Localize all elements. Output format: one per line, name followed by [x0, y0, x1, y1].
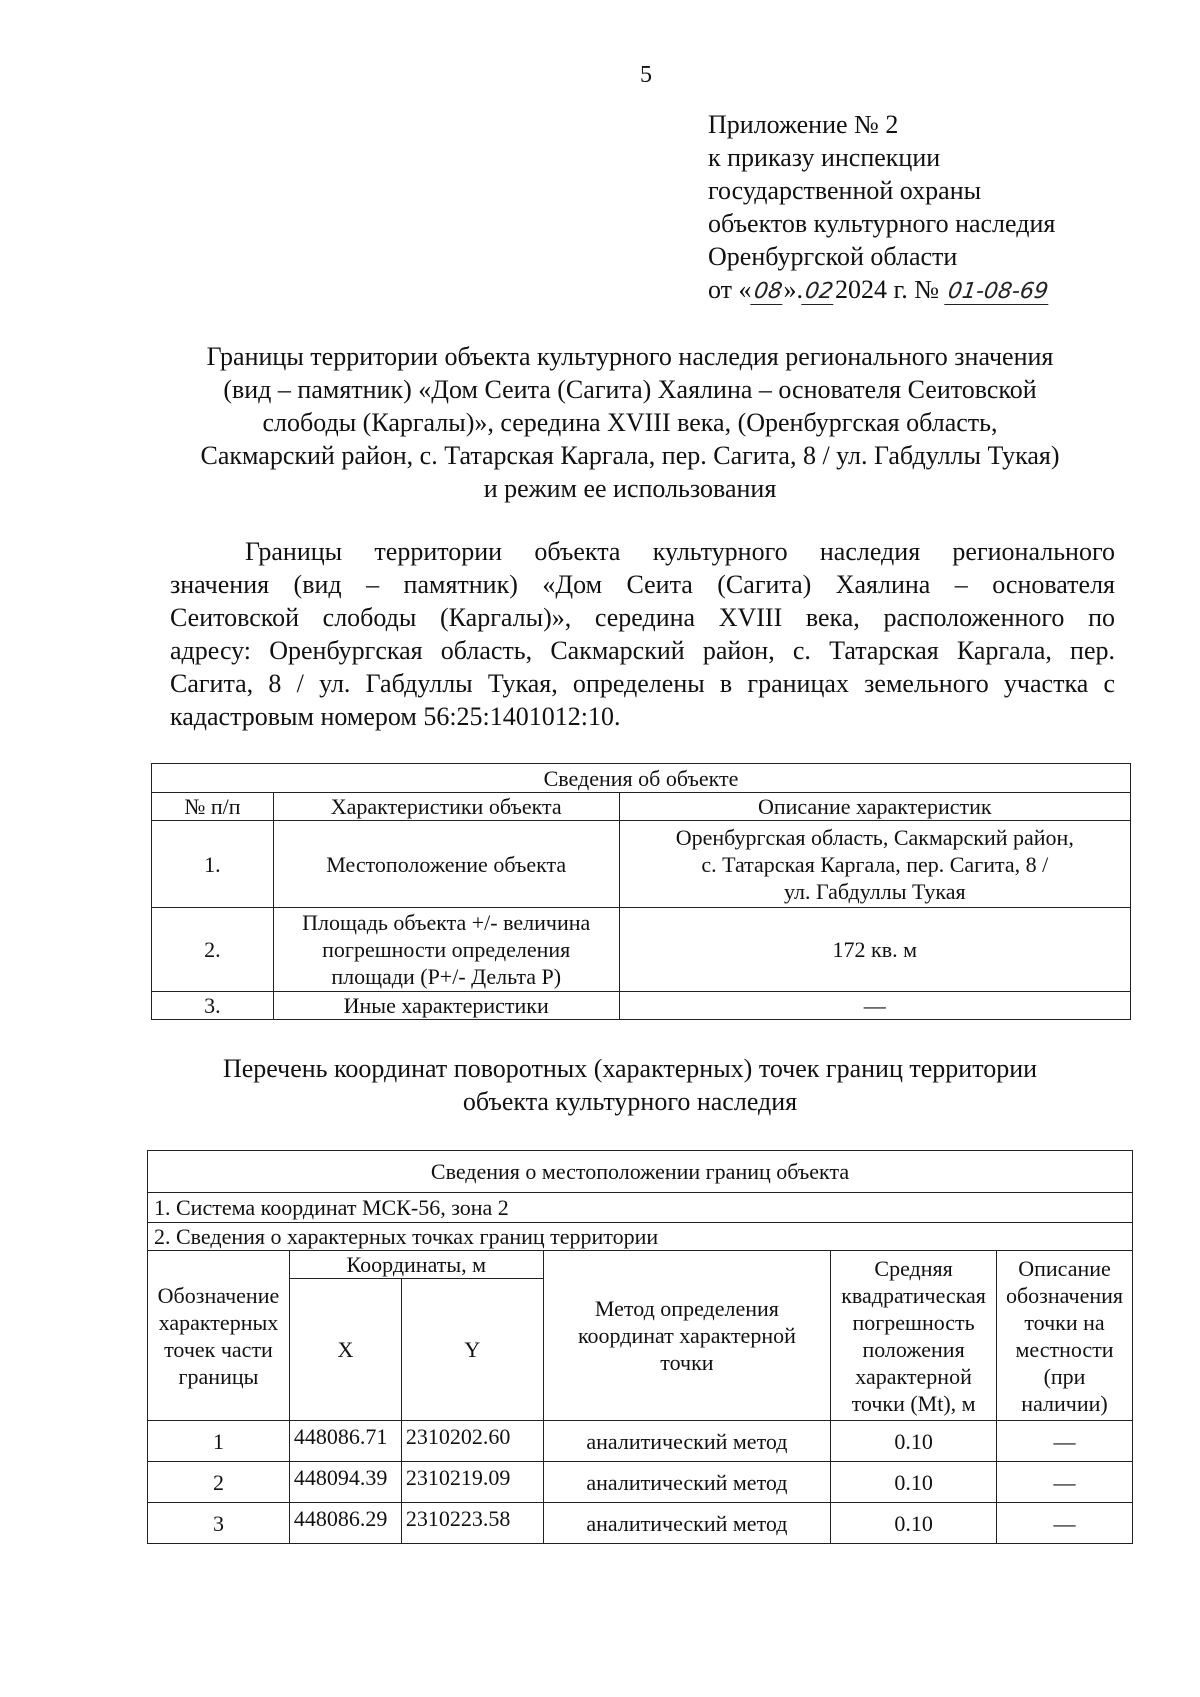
header-method	[543, 1251, 830, 1421]
header-line: характерных	[158, 1309, 279, 1335]
point-error: 0.10	[831, 1462, 997, 1503]
point-method: аналитический метод	[543, 1421, 830, 1462]
header-line: Метод определения	[594, 1296, 779, 1321]
row-number: 3.	[152, 992, 274, 1020]
row-characteristic	[273, 908, 619, 992]
description-line: с. Татарская Каргала, пер. Сагита, 8 /	[701, 851, 1049, 877]
point-x: 448086.71	[289, 1421, 401, 1462]
handwritten-order-number: 01-08-69	[944, 280, 1051, 305]
table-row	[152, 908, 1131, 992]
header-line: характерной	[855, 1363, 972, 1389]
handwritten-month: 02	[801, 280, 837, 305]
header-line: точки на	[1024, 1309, 1105, 1335]
appendix-line: к приказу инспекции	[708, 143, 941, 172]
date-prefix: от «	[708, 275, 752, 304]
characteristic-line: Площадь объекта +/- величина	[302, 910, 591, 935]
body-paragraph	[170, 535, 1115, 733]
document-title	[150, 340, 1110, 505]
header-line: Описание	[1018, 1255, 1111, 1281]
header-line: положения	[862, 1336, 965, 1362]
point-number: 2	[148, 1462, 290, 1503]
title-line: и режим ее использования	[483, 474, 777, 503]
subtitle-line: объекта культурного наследия	[462, 1087, 798, 1116]
header-line: точки (Mt), м	[851, 1390, 976, 1416]
point-description: —	[997, 1462, 1133, 1503]
header-number: № п/п	[152, 793, 274, 821]
header-coordinates: Координаты, м	[289, 1251, 543, 1279]
paragraph-line: Сагита, 8 / ул. Габдуллы Тукая, определены в границах земельного участка с	[170, 669, 1115, 698]
point-y: 2310202.60	[401, 1421, 543, 1462]
header-description: Описание характеристик	[619, 793, 1130, 821]
header-line: точек части	[164, 1336, 273, 1362]
coordinate-system: 1. Система координат МСК-56, зона 2	[148, 1193, 1133, 1223]
paragraph-line: Сеитовской слободы (Каргалы)», середина XVIII века, расположенного по	[170, 603, 1115, 632]
subtitle-line: Перечень координат поворотных (характерных) точек границ территории	[222, 1054, 1038, 1083]
paragraph-line: Границы территории объекта культурного наследия регионального	[245, 537, 1115, 566]
row-description: 172 кв. м	[619, 908, 1130, 992]
paragraph-line: кадастровым номером 56:25:1401012:10.	[170, 702, 621, 731]
coordinates-table	[147, 1150, 1133, 1544]
point-description: —	[997, 1503, 1133, 1544]
table-row	[152, 821, 1131, 908]
row-characteristic: Иные характеристики	[273, 992, 619, 1020]
point-description: —	[997, 1421, 1133, 1462]
row-number: 2.	[152, 908, 274, 992]
table-row	[148, 1503, 1133, 1544]
row-description: —	[619, 992, 1130, 1020]
point-y: 2310223.58	[401, 1503, 543, 1544]
date-mid: ».	[783, 275, 804, 304]
header-x: X	[289, 1279, 401, 1421]
header-line: координат характерной	[577, 1323, 796, 1348]
appendix-line: Приложение № 2	[708, 110, 899, 139]
appendix-header	[708, 108, 1055, 306]
header-line: квадратическая	[841, 1282, 986, 1308]
header-line: (при	[1043, 1363, 1086, 1389]
paragraph-line: адресу: Оренбургская область, Сакмарский район, с. Татарская Каргала, пер.	[170, 636, 1115, 665]
row-number: 1.	[152, 821, 274, 908]
appendix-line: государственной охраны	[708, 176, 982, 205]
appendix-date-line	[708, 273, 1055, 306]
object-info-table	[151, 763, 1131, 1020]
row-characteristic: Местоположение объекта	[273, 821, 619, 908]
characteristic-line: погрешности определения	[322, 937, 571, 962]
description-line: Оренбургская область, Сакмарский район,	[675, 824, 1074, 850]
coordinates-title	[150, 1052, 1110, 1118]
point-y: 2310219.09	[401, 1462, 543, 1503]
header-line: Средняя	[874, 1255, 953, 1281]
point-error: 0.10	[831, 1421, 997, 1462]
header-point-description	[997, 1251, 1133, 1421]
point-number: 1	[148, 1421, 290, 1462]
object-table-caption: Сведения об объекте	[152, 764, 1131, 793]
title-line: Сакмарский район, с. Татарская Каргала, пер. Сагита, 8 / ул. Габдуллы Тукая)	[200, 441, 1060, 470]
coords-table-caption: Сведения о местоположении границ объекта	[148, 1151, 1133, 1193]
header-characteristic: Характеристики объекта	[273, 793, 619, 821]
handwritten-day: 08	[750, 280, 786, 305]
point-x: 448094.39	[289, 1462, 401, 1503]
header-line: погрешность	[852, 1309, 975, 1335]
point-error: 0.10	[831, 1503, 997, 1544]
title-line: Границы территории объекта культурного наследия регионального значения	[206, 342, 1054, 371]
point-x: 448086.29	[289, 1503, 401, 1544]
header-y: Y	[401, 1279, 543, 1421]
header-line: точки	[660, 1350, 714, 1375]
table-row	[148, 1421, 1133, 1462]
point-number: 3	[148, 1503, 290, 1544]
header-line: границы	[178, 1363, 259, 1389]
row-description	[619, 821, 1130, 908]
appendix-line: Оренбургской области	[708, 242, 958, 271]
points-caption: 2. Сведения о характерных точках границ территории	[148, 1223, 1133, 1251]
header-error	[831, 1251, 997, 1421]
paragraph-line: значения (вид – памятник) «Дом Сеита (Сагита) Хаялина – основателя	[170, 570, 1115, 599]
appendix-line: объектов культурного наследия	[708, 209, 1056, 238]
date-year: 2024 г. №	[835, 275, 940, 304]
characteristic-line: площади (Р+/- Дельта Р)	[331, 964, 562, 989]
title-line: (вид – памятник) «Дом Сеита (Сагита) Хаялина – основателя Сеитовской	[223, 375, 1037, 404]
page-number: 5	[640, 62, 652, 88]
point-method: аналитический метод	[543, 1503, 830, 1544]
header-line: наличии)	[1021, 1390, 1108, 1416]
description-line: ул. Габдуллы Тукая	[783, 878, 966, 904]
table-row	[152, 992, 1131, 1020]
header-line: местности	[1015, 1336, 1114, 1362]
table-row	[148, 1462, 1133, 1503]
header-line: обозначения	[1005, 1282, 1124, 1308]
title-line: слободы (Каргалы)», середина XVIII века, (Оренбургская область,	[262, 408, 998, 437]
header-line: Обозначение	[157, 1282, 280, 1308]
header-designation	[148, 1251, 290, 1421]
point-method: аналитический метод	[543, 1462, 830, 1503]
